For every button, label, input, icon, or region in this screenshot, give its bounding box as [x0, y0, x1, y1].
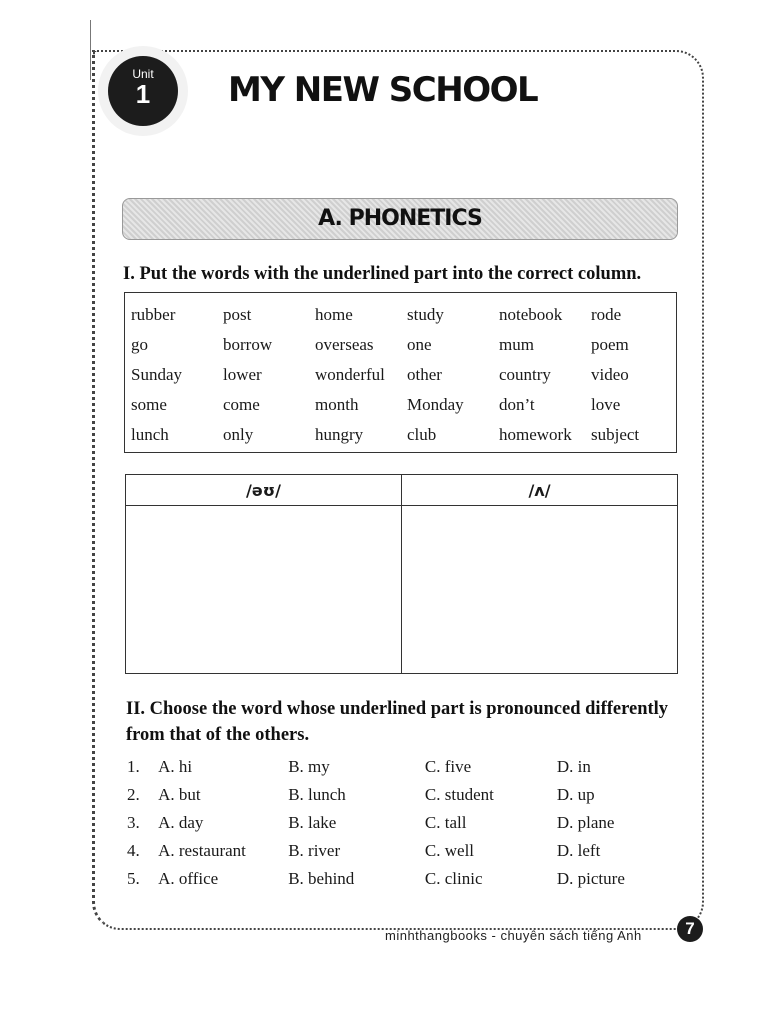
option-c[interactable]: C. clinic	[424, 869, 483, 888]
option-b[interactable]: B. behind	[288, 869, 355, 888]
option-d[interactable]: D. in	[556, 757, 591, 776]
word-cell: homework	[499, 425, 572, 444]
option-d[interactable]: D. up	[556, 785, 595, 804]
question-number: 4.	[127, 841, 140, 860]
option-d[interactable]: D. picture	[556, 869, 625, 888]
option-b[interactable]: B. lunch	[288, 785, 346, 804]
option-b[interactable]: B. river	[288, 841, 341, 860]
word-cell: month	[315, 395, 359, 414]
word-grid	[124, 292, 677, 453]
option-c[interactable]: C. tall	[424, 813, 467, 832]
word-cell: lower	[223, 365, 262, 384]
column-header-uh: /ʌ/	[402, 475, 678, 506]
section-banner	[122, 198, 678, 240]
word-cell: one	[407, 335, 432, 354]
word-cell: notebook	[499, 305, 563, 324]
word-cell: study	[407, 305, 444, 324]
word-cell: lunch	[131, 425, 169, 444]
word-cell: mum	[499, 335, 534, 354]
page-number: 7	[677, 916, 703, 942]
question-row	[127, 781, 687, 809]
word-cell: overseas	[315, 335, 374, 354]
word-cell: rubber	[131, 305, 176, 324]
option-c[interactable]: C. five	[424, 757, 472, 776]
option-c[interactable]: C. student	[424, 785, 494, 804]
question-number: 1.	[127, 757, 140, 776]
word-cell: rode	[591, 305, 622, 324]
question-row	[127, 809, 687, 837]
question-row	[127, 837, 687, 865]
word-cell: Monday	[407, 395, 464, 414]
section-title: A. PHONETICS	[318, 206, 482, 231]
word-cell: subject	[591, 425, 640, 444]
word-cell: Sunday	[131, 365, 182, 384]
unit-label: Unit	[132, 67, 154, 81]
option-b[interactable]: B. lake	[288, 813, 337, 832]
question-row	[127, 753, 687, 781]
option-b[interactable]: B. my	[288, 757, 330, 776]
unit-number: 1	[135, 79, 151, 109]
word-cell: love	[591, 395, 621, 414]
answer-table	[125, 474, 678, 674]
option-a[interactable]: A. hi	[158, 757, 193, 776]
word-cell: club	[407, 425, 437, 444]
question-number: 2.	[127, 785, 140, 804]
word-cell: borrow	[223, 335, 273, 354]
word-cell: poem	[591, 335, 629, 354]
option-c[interactable]: C. well	[424, 841, 475, 860]
word-cell: other	[407, 365, 442, 384]
word-cell: home	[315, 305, 353, 324]
option-d[interactable]: D. left	[556, 841, 601, 860]
word-cell: don’t	[499, 395, 535, 414]
word-cell: some	[131, 395, 167, 414]
word-cell: wonderful	[315, 365, 385, 384]
footer-publisher: minhthangbooks - chuyên sách tiếng Anh	[385, 928, 642, 943]
word-cell: only	[223, 425, 254, 444]
answer-cell-ou[interactable]	[126, 506, 402, 674]
word-cell: come	[223, 395, 260, 414]
question-list	[127, 753, 687, 893]
option-a[interactable]: A. restaurant	[158, 841, 246, 860]
margin-line	[90, 20, 91, 80]
word-cell: country	[499, 365, 551, 384]
unit-badge	[108, 56, 178, 126]
option-a[interactable]: A. day	[158, 813, 204, 832]
column-header-ou: /əʊ/	[126, 475, 402, 506]
page-title: MY NEW SCHOOL	[228, 70, 538, 110]
exercise2-instruction: II. Choose the word whose underlined part is pronounced differently from that of the others.	[126, 699, 669, 745]
word-cell: video	[591, 365, 629, 384]
word-cell: hungry	[315, 425, 364, 444]
question-number: 3.	[127, 813, 140, 832]
word-cell: post	[223, 305, 252, 324]
answer-cell-uh[interactable]	[402, 506, 678, 674]
question-number: 5.	[127, 869, 140, 888]
question-row	[127, 865, 687, 893]
option-a[interactable]: A. but	[158, 785, 201, 804]
option-a[interactable]: A. office	[158, 869, 219, 888]
word-cell: go	[131, 335, 148, 354]
exercise1-instruction: I. Put the words with the underlined part into the correct column.	[123, 264, 642, 284]
option-d[interactable]: D. plane	[556, 813, 615, 832]
